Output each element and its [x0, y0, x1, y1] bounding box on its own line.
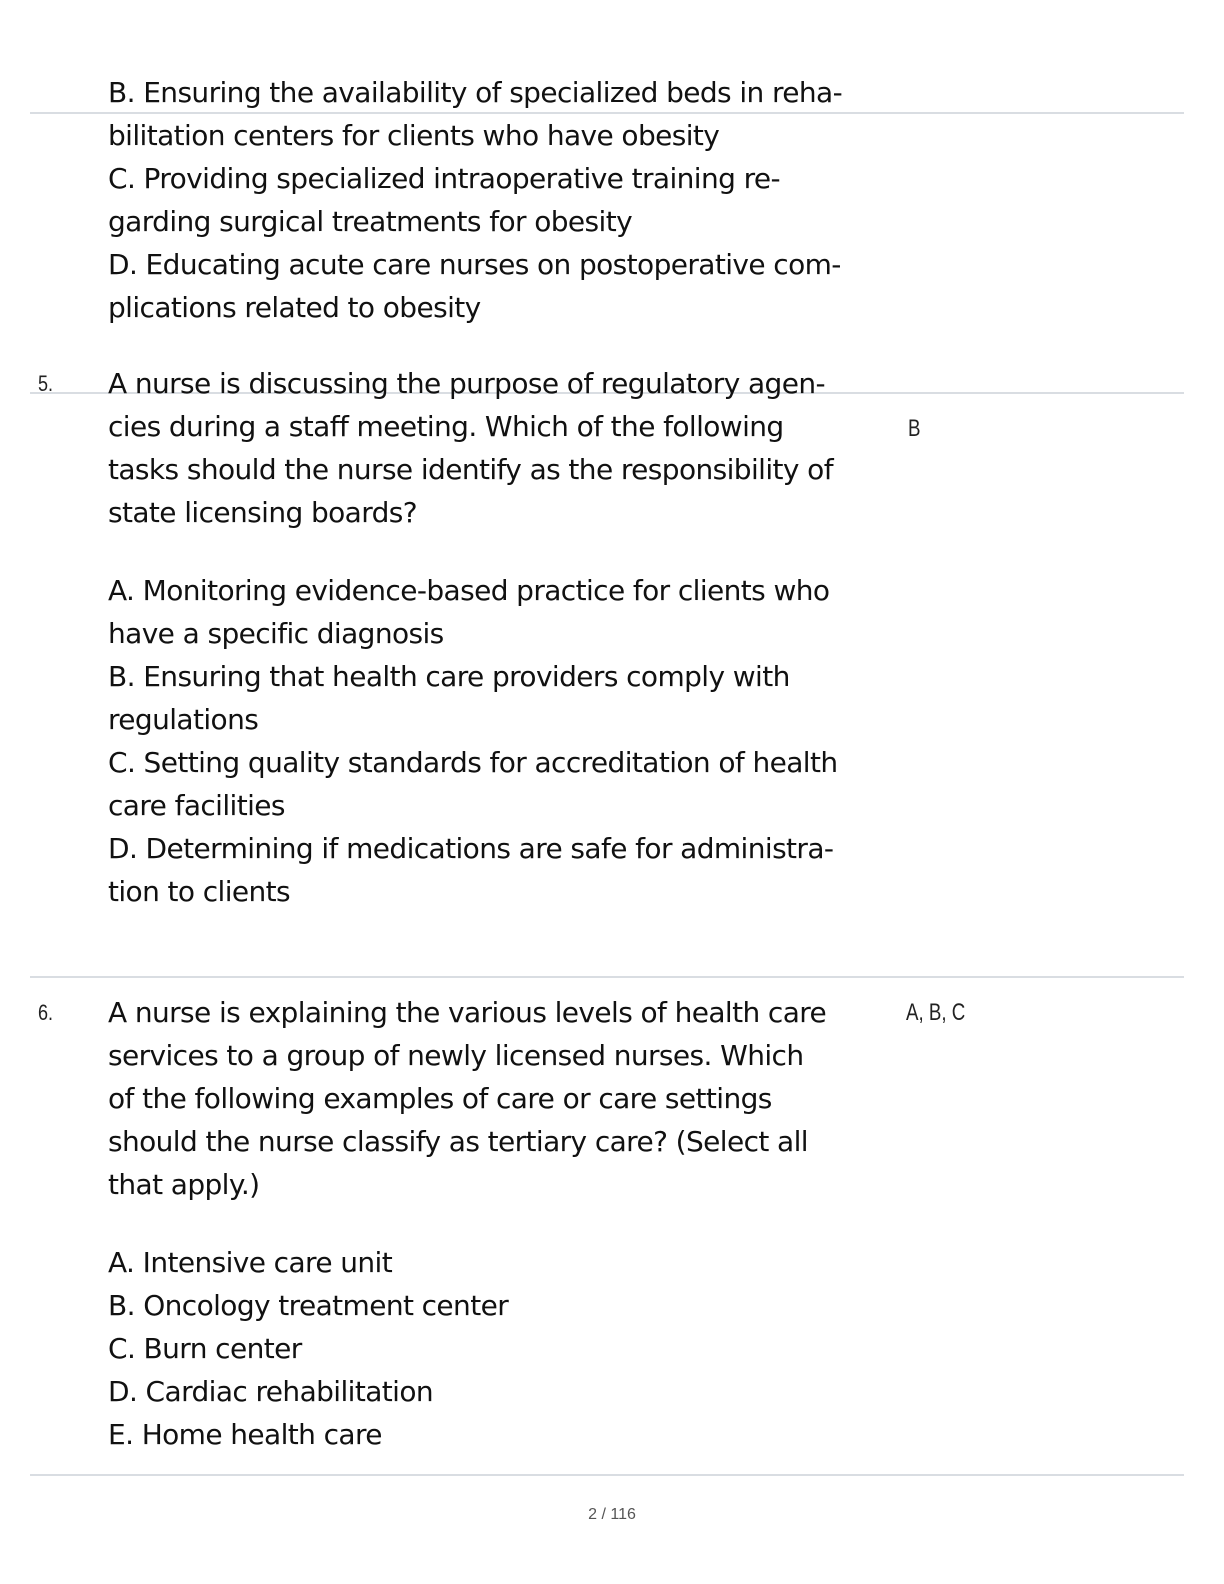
option-line: D. Determining if medications are safe for administra-	[108, 832, 834, 865]
stem-line: A nurse is explaining the various levels of health care	[108, 996, 827, 1029]
option-line: C. Setting quality standards for accreditation of health	[108, 746, 838, 779]
option-line: tion to clients	[108, 875, 291, 908]
answer-key: B	[908, 415, 921, 442]
question-5-options	[108, 569, 908, 913]
option-line: plications related to obesity	[108, 291, 481, 324]
stem-line: A nurse is discussing the purpose of regulatory agen-	[108, 367, 825, 400]
stem-line: should the nurse classify as tertiary care? (Select all	[108, 1125, 808, 1158]
row-divider	[30, 976, 1184, 978]
option-line: D. Cardiac rehabilitation	[108, 1375, 434, 1408]
question-5-stem	[108, 362, 908, 534]
option-line: A. Monitoring evidence-based practice for clients who	[108, 574, 830, 607]
option-line: bilitation centers for clients who have obesity	[108, 119, 720, 152]
option-line: have a specific diagnosis	[108, 617, 444, 650]
page-number: 2 / 116	[588, 1506, 636, 1523]
question-number: 6.	[38, 1000, 54, 1025]
question-6-stem	[108, 991, 908, 1206]
option-line: C. Burn center	[108, 1332, 302, 1365]
stem-line: of the following examples of care or care settings	[108, 1082, 772, 1115]
option-line: A. Intensive care unit	[108, 1246, 393, 1279]
stem-line: tasks should the nurse identify as the responsibility of	[108, 453, 833, 486]
stem-line: state licensing boards?	[108, 496, 418, 529]
option-line: B. Oncology treatment center	[108, 1289, 509, 1322]
row-divider	[30, 1474, 1184, 1476]
option-line: care facilities	[108, 789, 285, 822]
question-number: 5.	[38, 371, 54, 396]
stem-line: services to a group of newly licensed nurses. Which	[108, 1039, 804, 1072]
question-6-options	[108, 1241, 908, 1456]
question-4-options	[108, 71, 908, 329]
option-line: B. Ensuring that health care providers comply with	[108, 660, 790, 693]
stem-line: cies during a staff meeting. Which of the following	[108, 410, 784, 443]
answer-key: A, B, C	[906, 999, 966, 1026]
option-line: garding surgical treatments for obesity	[108, 205, 633, 238]
option-line: E. Home health care	[108, 1418, 382, 1451]
option-line: C. Providing specialized intraoperative training re-	[108, 162, 780, 195]
option-line: D. Educating acute care nurses on postoperative com-	[108, 248, 841, 281]
option-line: B. Ensuring the availability of specialized beds in reha-	[108, 76, 843, 109]
stem-line: that apply.)	[108, 1168, 260, 1201]
option-line: regulations	[108, 703, 259, 736]
